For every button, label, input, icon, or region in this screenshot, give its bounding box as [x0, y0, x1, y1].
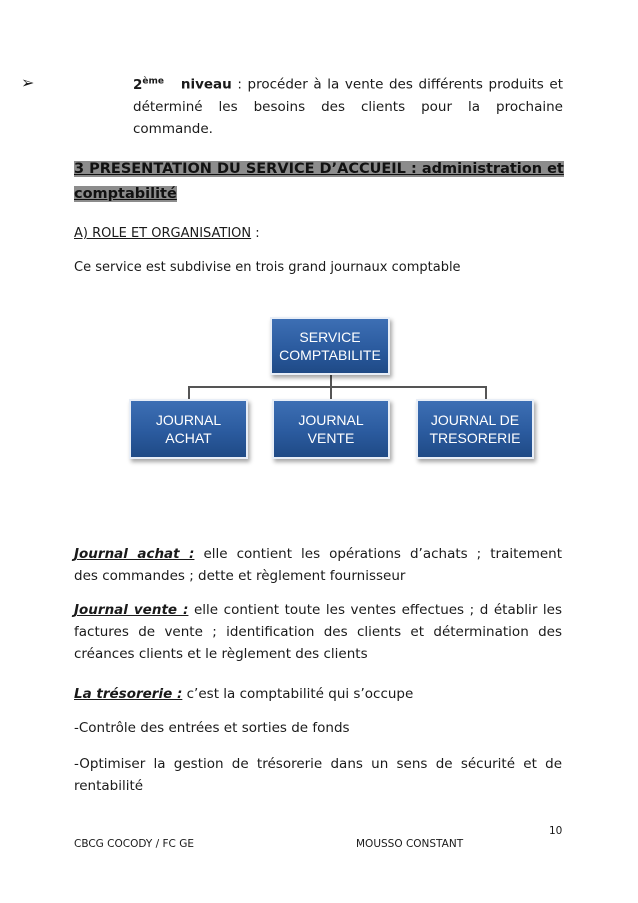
- chart-node-service-comptabilite: SERVICE COMPTABILITE: [270, 317, 390, 375]
- heading-line-2: comptabilité: [74, 186, 177, 202]
- bullet-optimiser: -Optimiser la gestion de trésorerie dans un sens de sécurité et de rentabilité: [74, 756, 562, 794]
- chart-node-journal-tresorerie: JOURNAL DE TRESORERIE: [416, 399, 534, 459]
- journal-vente-term: Journal vente :: [74, 602, 189, 618]
- tresorerie-paragraph: La trésorerie : c’est la comptabilité qui s’occupe: [74, 686, 414, 702]
- intro-text: Ce service est subdivise en trois grand journaux comptable: [74, 260, 461, 275]
- level2-word: niveau: [180, 76, 232, 93]
- level2-line-3: commande.: [133, 120, 213, 137]
- level2-line-2: déterminé les besoins des clients pour la prochaine: [133, 98, 563, 115]
- subheading-title: A) ROLE ET ORGANISATION: [74, 226, 252, 241]
- subheading: A) ROLE ET ORGANISATION :: [74, 226, 260, 241]
- chart-connector-right: [485, 386, 487, 400]
- chart-connector-middle: [330, 386, 332, 400]
- chart-node-journal-achat: JOURNAL ACHAT: [129, 399, 248, 459]
- chart-connector-left: [188, 386, 190, 400]
- section-heading: [74, 157, 564, 207]
- heading-line-1: 3 PRESENTATION DU SERVICE D’ACCUEIL : administration et: [74, 161, 564, 177]
- chart-node-journal-vente: JOURNAL VENTE: [272, 399, 390, 459]
- footer-left: CBCG COCODY / FC GE: [74, 838, 194, 850]
- journal-vente-paragraph: Journal vente : elle contient toute les ventes effectues ; d établir les factures de vente ; identification des clients et détermination des créances clients et le règlement des clients: [74, 602, 563, 662]
- page-number: 10: [549, 825, 563, 837]
- footer-author: MOUSSO CONSTANT: [356, 838, 464, 850]
- journal-achat-term: Journal achat :: [74, 546, 195, 562]
- level2-paragraph: [133, 70, 563, 140]
- arrow-bullet-icon: ➢: [21, 73, 35, 92]
- chart-connector-horizontal: [188, 386, 486, 388]
- level2-ordinal: 2ème: [133, 76, 164, 93]
- journal-achat-paragraph: Journal achat : elle contient les opérations d’achats ; traitement des commandes ; dette et règlement fournisseur: [74, 546, 563, 584]
- level2-line-1: 2ème niveau : procéder à la vente des différents produits et: [133, 76, 563, 93]
- bullet-controle: -Contrôle des entrées et sorties de fonds: [74, 720, 350, 736]
- tresorerie-term: La trésorerie :: [74, 686, 183, 702]
